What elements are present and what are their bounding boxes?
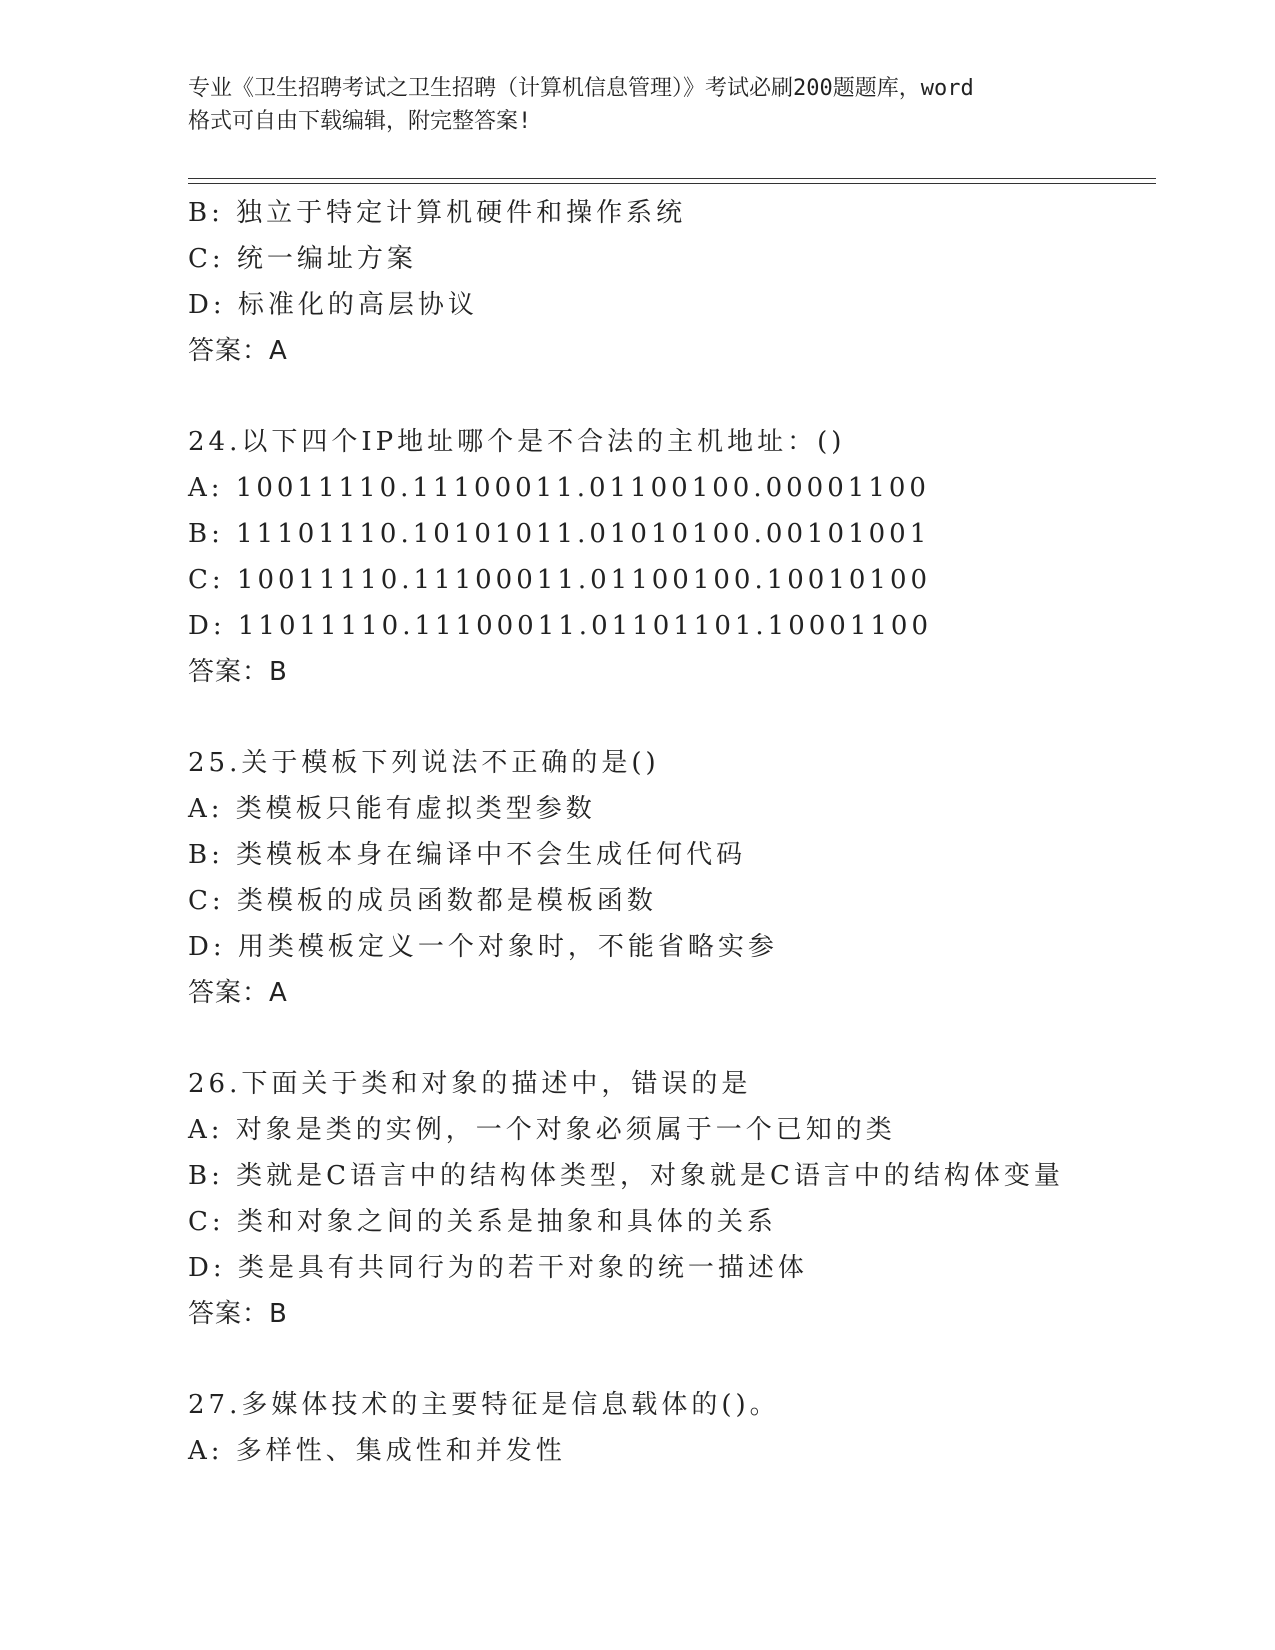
question-spacer [188,1016,1156,1061]
header-divider-bottom [188,183,1156,184]
question-24-stem: 24.以下四个IP地址哪个是不合法的主机地址：() [188,427,846,457]
question-25-option-a: A: 类模板只能有虚拟类型参数 [188,794,596,824]
header-title-line-2: 格式可自由下载编辑，附完整答案! [188,109,532,134]
question-27-stem: 27.多媒体技术的主要特征是信息载体的()。 [188,1390,780,1420]
document-header [188,72,1088,138]
question-27-option-a: A: 多样性、集成性和并发性 [188,1436,566,1466]
question-list [188,190,1156,1474]
question-25-option-d: D: 用类模板定义一个对象时，不能省略实参 [188,932,778,962]
header-divider-top [188,178,1156,179]
question-23-answer: 答案：A [188,336,288,366]
question-26-option-a: A: 对象是类的实例，一个对象必须属于一个已知的类 [188,1115,896,1145]
question-26-option-b: B: 类就是C语言中的结构体类型，对象就是C语言中的结构体变量 [188,1161,1064,1191]
question-24 [188,419,1156,695]
question-25 [188,740,1156,1016]
question-25-option-c: C: 类模板的成员函数都是模板函数 [188,886,657,916]
question-26-option-c: C: 类和对象之间的关系是抽象和具体的关系 [188,1207,777,1237]
question-26-option-d: D: 类是具有共同行为的若干对象的统一描述体 [188,1253,808,1283]
question-26-answer: 答案：B [188,1299,288,1329]
question-26-stem: 26.下面关于类和对象的描述中，错误的是 [188,1069,752,1099]
question-spacer [188,374,1156,419]
question-25-option-b: B: 类模板本身在编译中不会生成任何代码 [188,840,747,870]
header-title-line-1: 专业《卫生招聘考试之卫生招聘（计算机信息管理）》考试必刷200题题库，word [188,76,974,101]
question-23-option-c: C: 统一编址方案 [188,244,417,274]
question-24-option-a: A: 10011110.11100011.01100100.00001100 [188,473,930,503]
question-23-option-d: D: 标准化的高层协议 [188,290,478,320]
question-27 [188,1382,1156,1474]
question-25-stem: 25.关于模板下列说法不正确的是() [188,748,660,778]
question-24-option-c: C: 10011110.11100011.01100100.10010100 [188,565,932,595]
question-spacer [188,1337,1156,1382]
question-23-continued [188,190,1156,374]
question-26 [188,1061,1156,1337]
question-23-option-b: B: 独立于特定计算机硬件和操作系统 [188,198,687,228]
question-24-option-d: D: 11011110.11100011.01101101.10001100 [188,611,933,641]
question-24-answer: 答案：B [188,657,288,687]
question-spacer [188,695,1156,740]
question-25-answer: 答案：A [188,978,288,1008]
question-24-option-b: B: 11101110.10101011.01010100.00101001 [188,519,931,549]
